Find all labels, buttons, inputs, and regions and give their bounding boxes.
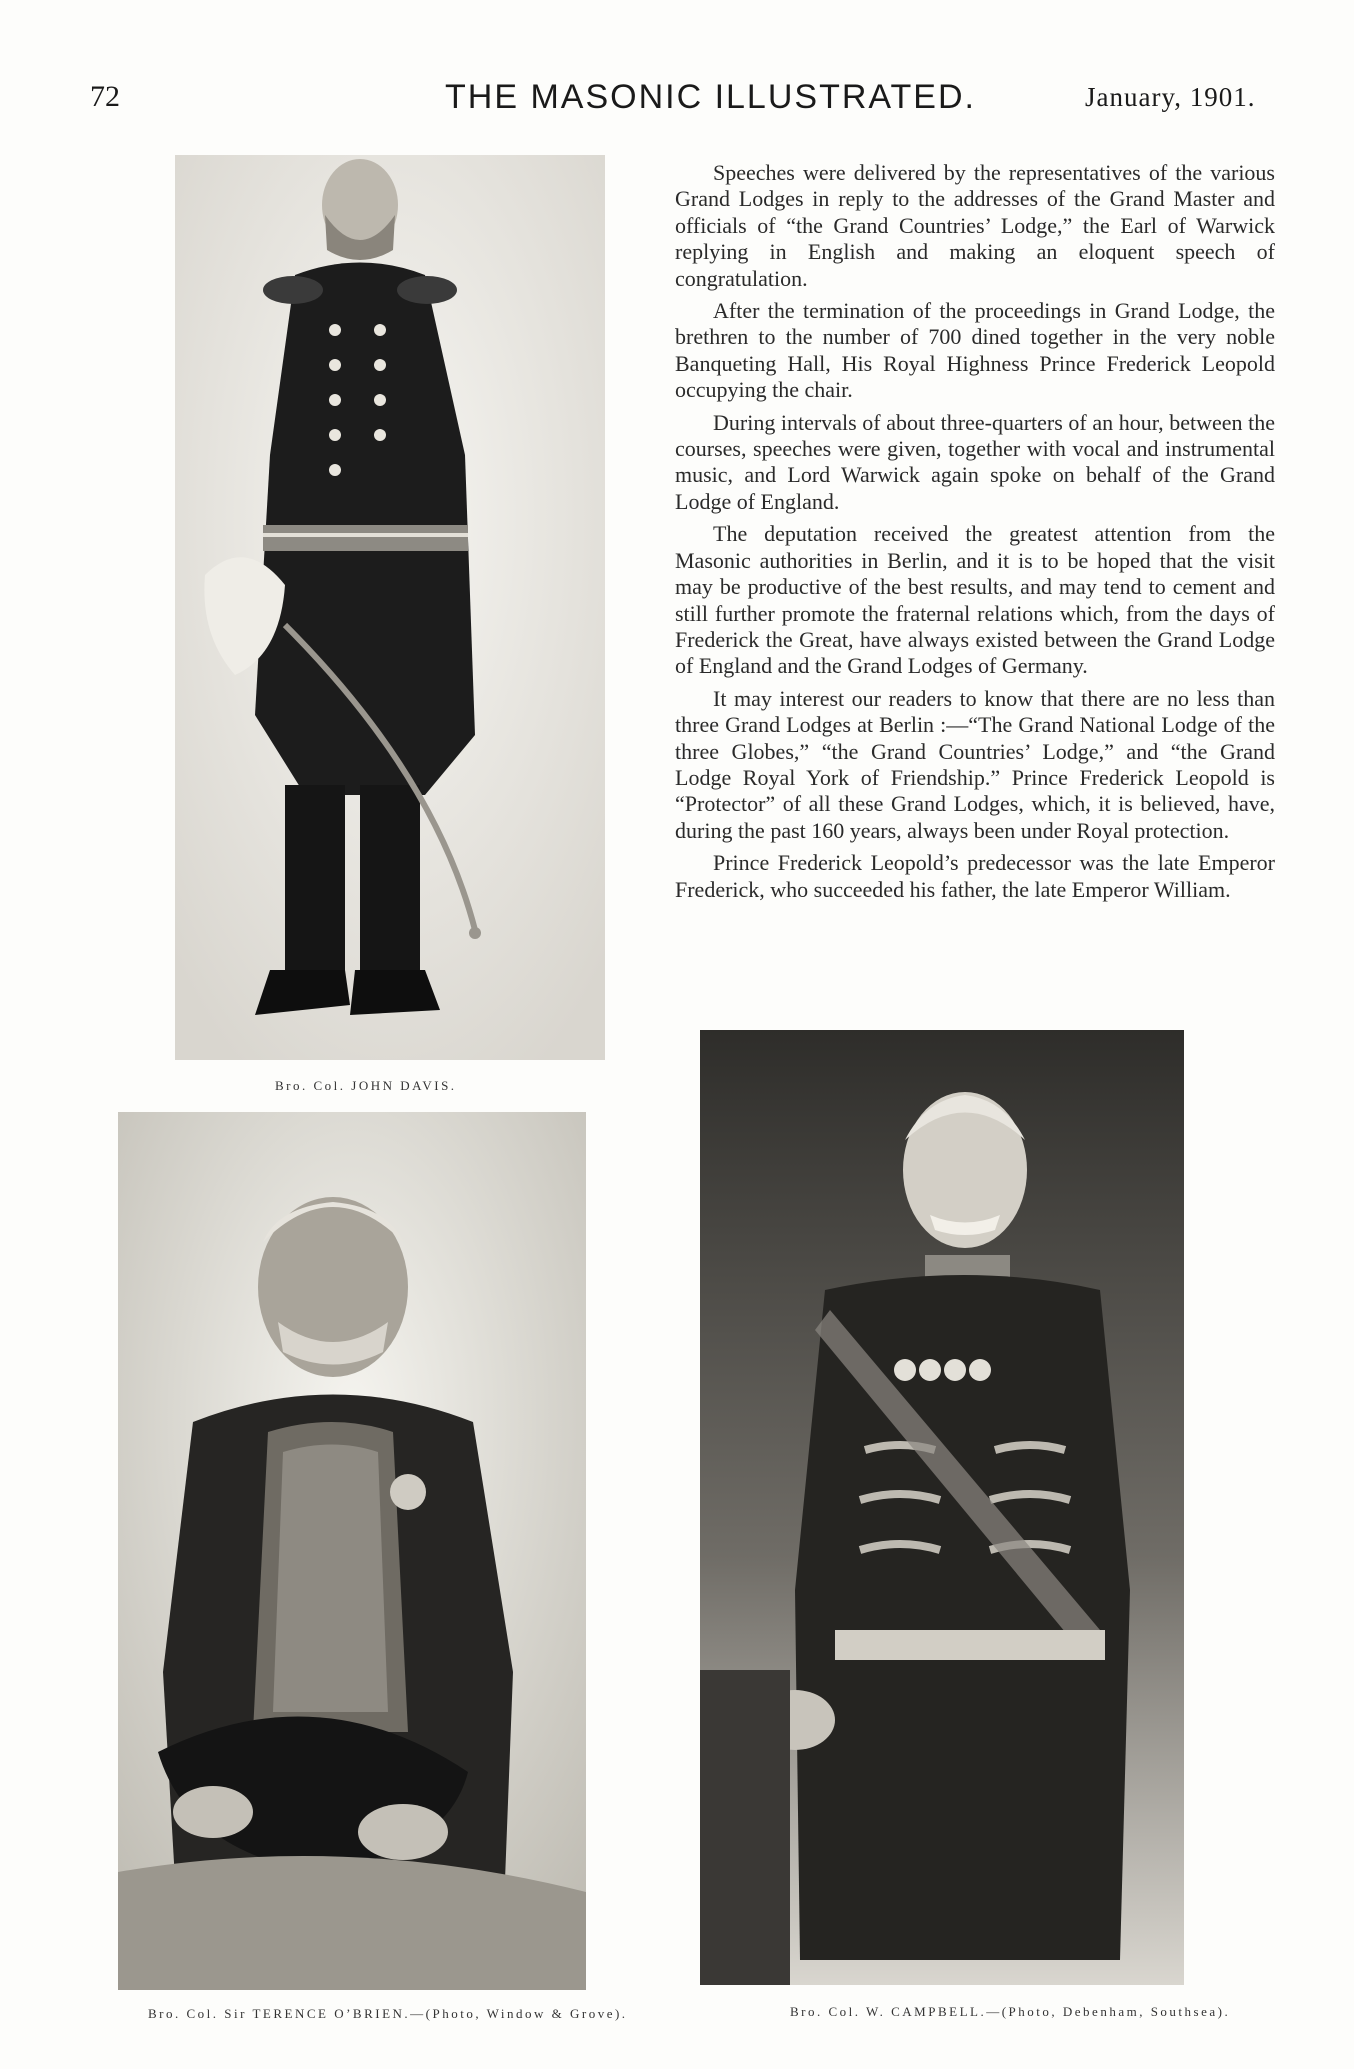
article-body <box>675 160 1275 909</box>
portrait-illustration <box>118 1112 586 1990</box>
article-paragraph: It may interest our readers to know that there are no less than three Grand Lodges at Berlin :—“The Grand National Lodge of the three Globes,” “the Grand Countries’ Lodge,” and “the Grand Lodge Royal York of Friendship.” Prince Frederick Leopold is “Protector” of all these Grand Lodges, which, it is believed, have, during the past 160 years, always been under Royal protection. <box>675 685 1275 843</box>
caption-john-davis: Bro. Col. JOHN DAVIS. <box>275 1078 457 1093</box>
article-paragraph: Prince Frederick Leopold’s predecessor was the late Emperor Frederick, who succeeded his father, the late Emperor William. <box>675 850 1275 902</box>
portrait-photo-terence-obrien <box>118 1112 586 1990</box>
article-paragraph: During intervals of about three-quarters of an hour, between the courses, speeches were given, together with vocal and instrumental music, and Lord Warwick again spoke on behalf of the Grand Lodge of England. <box>675 409 1275 514</box>
page-number: 72 <box>90 80 120 113</box>
portrait-photo-john-davis <box>175 155 605 1060</box>
portrait-illustration <box>700 1030 1184 1985</box>
article-paragraph: The deputation received the greatest attention from the Masonic authorities in Berlin, and it is to be hoped that the visit may be productive of the best results, and may tend to cement and still further promote the fraternal relations which, from the days of Frederick the Great, have always existed between the Grand Lodge of England and the Grand Lodges of Germany. <box>675 521 1275 679</box>
article-paragraph: Speeches were delivered by the representatives of the various Grand Lodges in reply to the addresses of the Grand Master and officials of “the Grand Countries’ Lodge,” the Earl of Warwick replying in English and making an eloquent speech of congratulation. <box>675 160 1275 291</box>
article-paragraph: After the termination of the proceedings in Grand Lodge, the brethren to the number of 700 dined together in the very noble Banqueting Hall, His Royal Highness Prince Frederick Leopold occupying the chair. <box>675 298 1275 403</box>
publication-title: THE MASONIC ILLUSTRATED. <box>445 78 976 116</box>
issue-date: January, 1901. <box>1085 82 1256 112</box>
caption-terence-obrien: Bro. Col. Sir TERENCE O’BRIEN.—(Photo, Window & Grove). <box>148 2006 628 2021</box>
portrait-photo-w-campbell <box>700 1030 1184 1985</box>
caption-w-campbell: Bro. Col. W. CAMPBELL.—(Photo, Debenham, Southsea). <box>790 2004 1231 2019</box>
portrait-illustration <box>175 155 605 1060</box>
